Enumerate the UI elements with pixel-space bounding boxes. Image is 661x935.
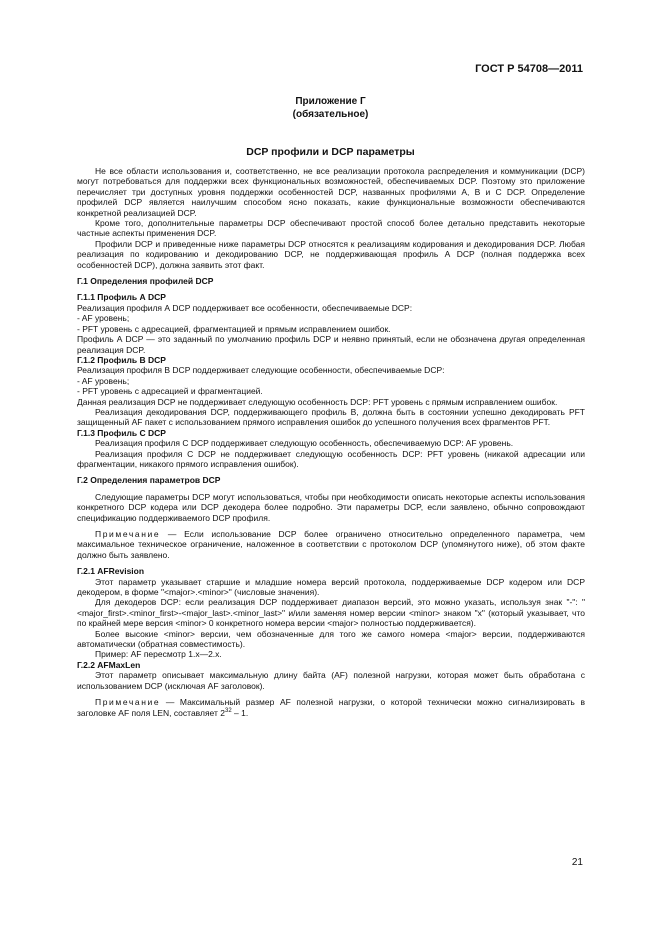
subsection-heading-afmaxlen: Г.2.2 AFMaxLen (77, 659, 141, 670)
note-text: — Максимальный размер AF полезной нагрузки, о которой технически можно сигнализировать в заголовке AF поля LEN, составляет 2 (77, 697, 585, 718)
afrevision-text: Для декодеров DCP: если реализация DCP поддерживает диапазон версий, это можно указать, используя знак "-": "<major_first>.<minor_first>-<major_last>.<minor_last>" и/или заменяя номер версии <minor> знаком "x" (который указывает, что по крайней мере версия <minor> 0 конкретного номера версии <major> полностью поддерживается). (77, 597, 585, 629)
subsection-heading-profile-c: Г.1.3 Профиль С DCP (77, 427, 166, 438)
note-text: — Если использование DCP более ограничено относительно определенного параметра, чем максимальное техническое ограничение, наложенное в соответствии с протоколом DCP (упомянутого ниже), об этом факте должно быть заявлено. (77, 529, 585, 560)
profile-b-lead: Реализация профиля В DCP поддерживает следующие особенности, обеспечиваемые DCP: (77, 365, 445, 376)
page-title: DCP профили и DCP параметры (246, 146, 415, 158)
subsection-heading-profile-b: Г.1.2 Профиль В DCP (77, 354, 166, 365)
annex-title: Приложение Г (295, 96, 366, 107)
note-label: Примечание (95, 529, 161, 539)
subsection-heading-profile-a: Г.1.1 Профиль А DCP (77, 292, 166, 303)
list-item: - AF уровень; (77, 375, 130, 386)
profile-b-text: Реализация декодирования DCP, поддерживающего профиль В, должна быть в состоянии успешно декодировать PFT защищенный AF пакет с использованием прямого исправления ошибок до успешного получения всех фрагментов PFT. (77, 406, 585, 428)
list-item: - AF уровень; (77, 313, 130, 324)
profile-c-text: Реализация профиля С DCP не поддерживает следующую особенность DCP: PFT уровень (никакой адресации или фрагментации, никакого прямого исправления ошибок). (77, 448, 585, 469)
afmaxlen-text: Этот параметр описывает максимальную длину байта (AF) полезной нагрузки, которая может быть обработана с использованием DCP (исключая AF заголовок). (77, 670, 585, 691)
g2-intro: Следующие параметры DCP могут использоваться, чтобы при необходимости описать некоторые аспекты использования конкретного DCP кодера или DCP декодера более подробно. Эти параметры DCP, если заявлено, обычно сопровождают спецификацию поддерживаемого DCP профиля. (77, 491, 585, 523)
list-item: - PFT уровень с адресацией, фрагментацией и прямым исправлением ошибок. (77, 323, 391, 334)
list-item: - PFT уровень с адресацией и фрагментацией. (77, 386, 263, 397)
note-tail: – 1. (231, 707, 249, 718)
afrevision-text: Этот параметр указывает старшие и младшие номера версий протокола, поддерживаемые DCP кодером или DCP декодером, в форме "<major>.<minor>" (числовые значения). (77, 576, 585, 598)
profile-c-text: Реализация профиля С DCP поддерживает следующую особенность, обеспечиваемую DCP: AF уровень. (95, 438, 514, 449)
afrevision-example: Пример: AF пересмотр 1.x—2.x. (95, 649, 222, 660)
subsection-heading-afrevision: Г.2.1 AFRevision (77, 566, 145, 577)
document-code: ГОСТ Р 54708—2011 (475, 63, 583, 75)
intro-paragraph: Не все области использования и, соответственно, не все реализации протокола распределения и коммуникации (DCP) могут потребоваться для поддержки всех функциональных возможностей, обеспечиваемых DCP. Поэтому это приложение перечисляет три доступных уровня поддержки особенностей DCP, названных профилями А, В и С DCP. Определение профилей DCP является наилучшим способом ясно показать, какие функциональные возможности обеспечиваются конкретной реализацией DCP. (77, 166, 585, 218)
profile-a-lead: Реализация профиля А DCP поддерживает все особенности, обеспечиваемые DCP: (77, 302, 413, 313)
intro-paragraph: Профили DCP и приведенные ниже параметры DCP относятся к реализациям кодирования и декодирования DCP. Любая реализация по кодированию и декодированию DCP, не поддерживающая профиль А DCP (полная поддержка всех особенностей DCP), должна заявить этот факт. (77, 238, 585, 270)
note (77, 529, 585, 560)
profile-b-text: Данная реализация DCP не поддерживает следующую особенность DCP: PFT уровень с прямым исправлением ошибок. (77, 396, 558, 407)
document-body (77, 166, 585, 718)
section-heading-g1: Г.1 Определения профилей DCP (77, 276, 214, 287)
annex-status: (обязательное) (292, 109, 369, 120)
afrevision-text: Более высокие <minor> версии, чем обозначенные для того же самого номера <major> версии, поддерживаются автоматически (обратная совместимость). (77, 628, 585, 650)
intro-paragraph: Кроме того, дополнительные параметры DCP обеспечивают простой способ более детально представить некоторые частные аспекты применения DCP. (77, 218, 585, 239)
note-exponent: 32 (225, 707, 232, 714)
section-heading-g2: Г.2 Определения параметров DCP (77, 475, 221, 486)
note (77, 697, 585, 718)
note-label: Примечание (95, 697, 161, 708)
annex-header (0, 95, 661, 121)
page-number: 21 (571, 857, 583, 868)
profile-a-text: Профиль А DCP — это заданный по умолчанию профиль DCP и неявно принятый, если не обозначена другая определенная реализация DCP. (77, 334, 585, 355)
